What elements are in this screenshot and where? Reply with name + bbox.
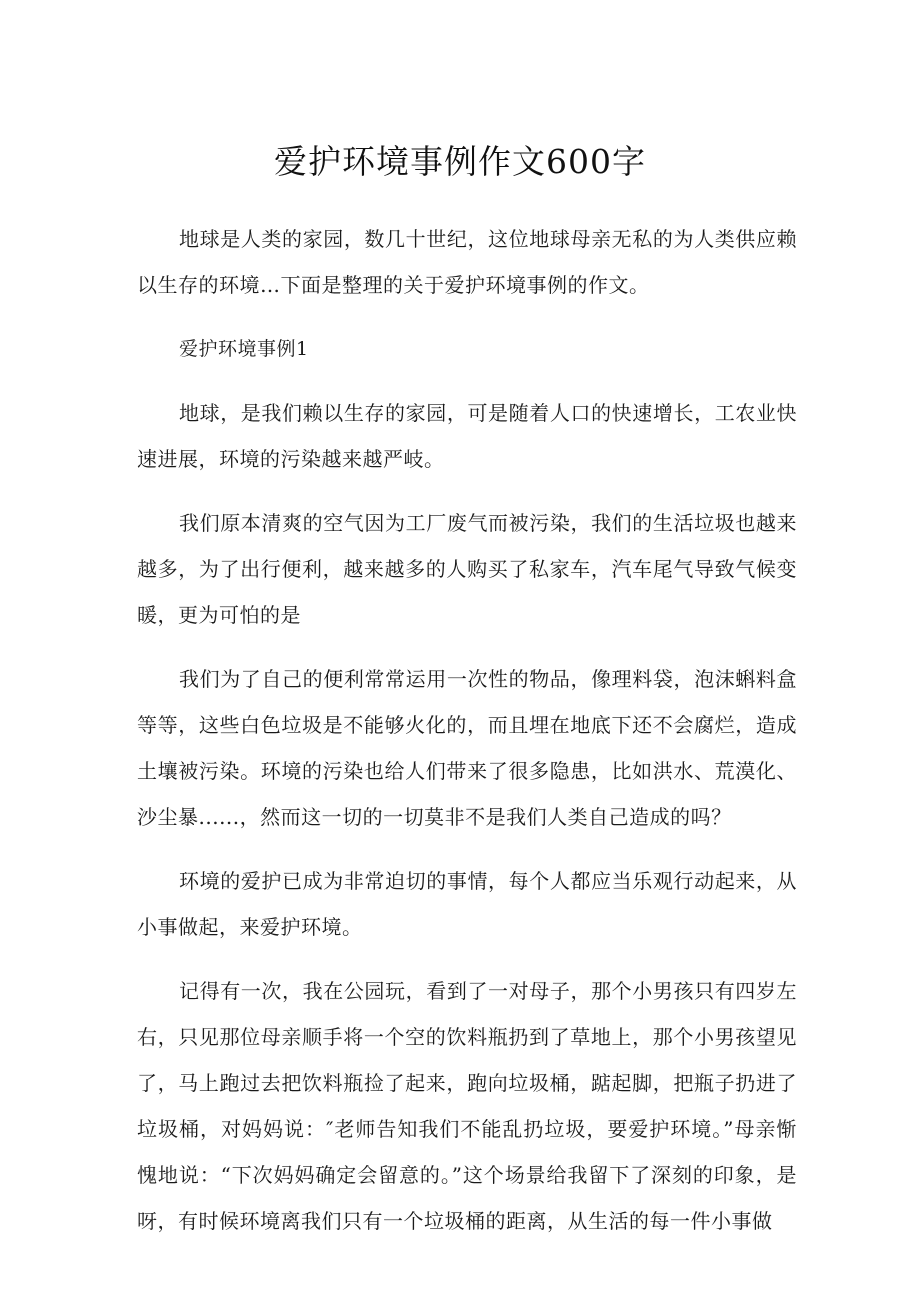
body-paragraph: 记得有一次，我在公园玩，看到了一对母子，那个小男孩只有四岁左右，只见那位母亲顺手将一个空的饮料瓶扔到了草地上，那个小男孩望见了，马上跑过去把饮料瓶捡了起来，跑向垃圾桶，踮起脚，把瓶子扔进了垃圾桶，对妈妈说：″老师告知我们不能乱扔垃圾，要爱护环境。”母亲惭愧地说：“下次妈妈确定会留意的。”这个场景给我留下了深刻的印象，是呀，有时候环境离我们只有一个垃圾桶的距离，从生活的每一件小事做: [137, 979, 797, 1233]
section-heading: 爱护环境事例1: [179, 338, 309, 360]
body-paragraph: 我们为了自己的便利常常运用一次性的物品，像理料袋，泡沫蝌料盒等等，这些白色垃圾是不能够火化的，而且埋在地底下还不会腐烂，造成土壤被污染。环境的污染也给人们带来了很多隐患，比如洪水、荒漠化、沙尘暴......，然而这一切的一切莫非不是我们人类自己造成的吗？: [137, 667, 797, 829]
body-paragraph: 我们原本清爽的空气因为工厂废气而被污染，我们的生活垃圾也越来越多，为了出行便利，越来越多的人购买了私家车，汽车尾气导致气候变暖，更为可怕的是: [137, 511, 797, 627]
body-paragraph: 地球，是我们赖以生存的家园，可是随着人口的快速增长，工农业快速进展，环境的污染越来越严岐。: [137, 401, 797, 471]
body-paragraph: 环境的爱护已成为非常迫切的事情，每个人都应当乐观行动起来，从小事做起，来爱护环境。: [137, 869, 797, 939]
intro-paragraph: 地球是人类的家园，数几十世纪，这位地球母亲无私的为人类供应赖以生存的环境…下面是整理的关于爱护环境事例的作文。: [137, 227, 797, 297]
document-body: [137, 216, 797, 1262]
document-title: 爱护环境事例作文600字: [274, 142, 646, 181]
